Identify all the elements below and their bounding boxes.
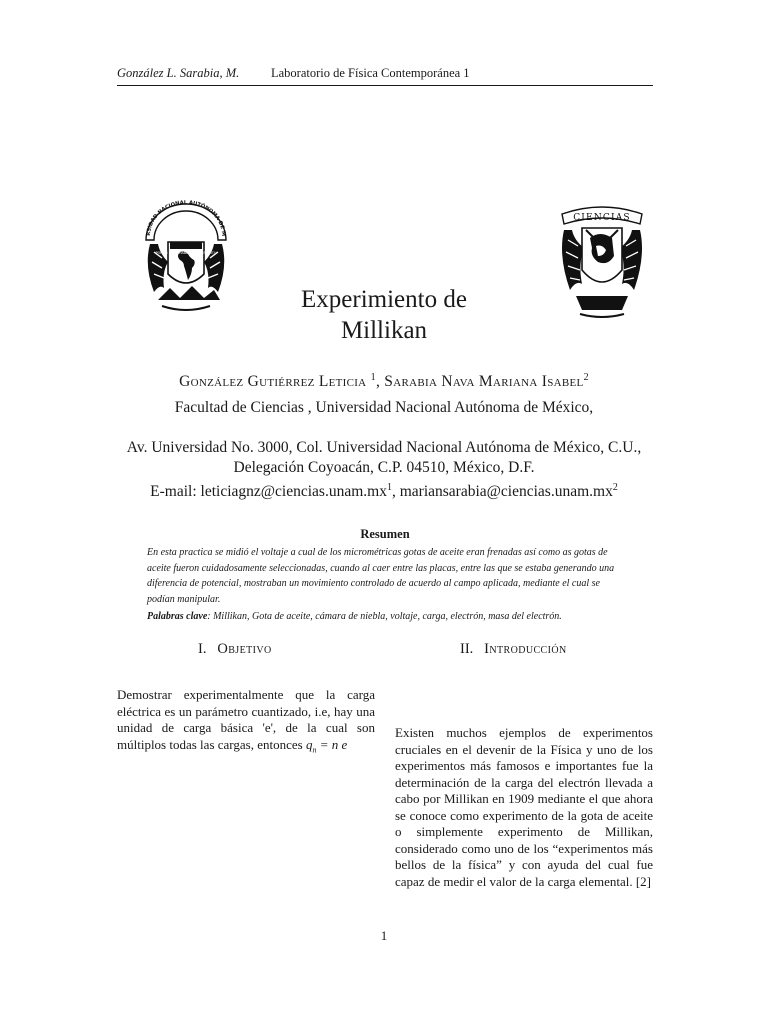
keywords-text: : Millikan, Gota de aceite, cámara de niebla, voltaje, carga, electrón, masa del electrón.: [207, 611, 562, 622]
ciencias-seal-logo: [556, 200, 648, 320]
objetivo-text: Demostrar experimentalmente que la carga eléctrica es un parámetro cuantizado, i.e, hay una unidad de carga básica 'e', de la cual son múltiplos todas las cargas, entonces: [117, 687, 375, 752]
equation-rest: = n e: [316, 736, 348, 752]
section-1-title: Objetivo: [217, 641, 272, 657]
page-number: 1: [380, 928, 388, 943]
author-1: González Gutiérrez Leticia: [179, 373, 367, 391]
author-separator: ,: [375, 373, 385, 391]
affiliation: Facultad de Ciencias , Universidad Nacional Autónoma de México,: [174, 399, 594, 416]
paper-title: [234, 284, 534, 346]
running-header-lab: Laboratorio de Física Contemporánea 1: [271, 66, 470, 80]
section-1-number: I.: [198, 641, 207, 657]
unam-motto: POR MI RAZA HABLARÁ EL ESPÍRITU: [155, 251, 217, 255]
title-line-2: Millikan: [340, 317, 428, 344]
author-1-sup: 1: [370, 372, 376, 383]
equation-subscript: n: [312, 745, 317, 755]
address-block: [80, 438, 688, 502]
introduccion-paragraph: Existen muchos ejemplos de experimentos cruciales en el devenir de la Física y uno de los experimentos más famosos e importantes fue la determinación de la carga del electrón llevada a cabo por Millikan en 1909 mediante el que ahora se conoce como experimento de la gota de aceite o simplemente experimento de Millikan, considerado como uno de los “experimentos más bellos de la física” y con ayuda del cual fue capaz de medir el valor de la carga elemental. [2]: [395, 725, 653, 889]
email-1-sup: 1: [386, 482, 392, 493]
address-line-1: Av. Universidad No. 3000, Col. Universidad Nacional Autónoma de México, C.U.,: [126, 439, 642, 456]
title-line-1: Experimiento de: [301, 286, 467, 313]
section-heading-objetivo: [198, 641, 272, 658]
equation-q: q: [305, 736, 313, 752]
unam-seal-logo: [140, 196, 232, 316]
abstract-body: En esta practica se midió el voltaje a cual de los micrométricas gotas de aceite eran frenadas así como as gotas de aceite fueron cuidadosamente seleccionadas, cuando al caer entre las placas, entre las que se estaba generando una diferencia de potencial, mostraban un movimiento controlado de acuerdo al campo aplicada, mediante el cual se podían manipular.: [147, 547, 615, 605]
section-2-number: II.: [460, 641, 474, 657]
keywords-label: Palabras clave: [147, 611, 208, 622]
author-2: Sarabia Nava Mariana Isabel: [384, 373, 584, 391]
keywords: [147, 611, 625, 622]
email-1: E-mail: leticiagnz@ciencias.unam.mx: [150, 483, 387, 501]
abstract-title: Resumen: [360, 527, 410, 541]
section-heading-introduccion: [460, 641, 567, 658]
email-2-sup: 2: [612, 482, 618, 493]
ciencias-seal-text: CIENCIAS: [573, 213, 631, 223]
objetivo-paragraph: [117, 687, 375, 759]
section-2-title: Introducción: [484, 641, 567, 657]
author-2-sup: 2: [583, 372, 589, 383]
author-list: [80, 372, 688, 391]
header-rule: [117, 85, 653, 86]
running-header-author: González L. Sarabia, M.: [117, 66, 240, 80]
email-2: , mariansarabia@ciencias.unam.mx: [391, 483, 613, 501]
email-line: [80, 478, 688, 502]
unam-seal-text: RSIDAD NACIONAL AUTÓNOMA DE M: [145, 199, 227, 237]
address-line-2: Delegación Coyoacán, C.P. 04510, México, D.F.: [233, 459, 535, 476]
